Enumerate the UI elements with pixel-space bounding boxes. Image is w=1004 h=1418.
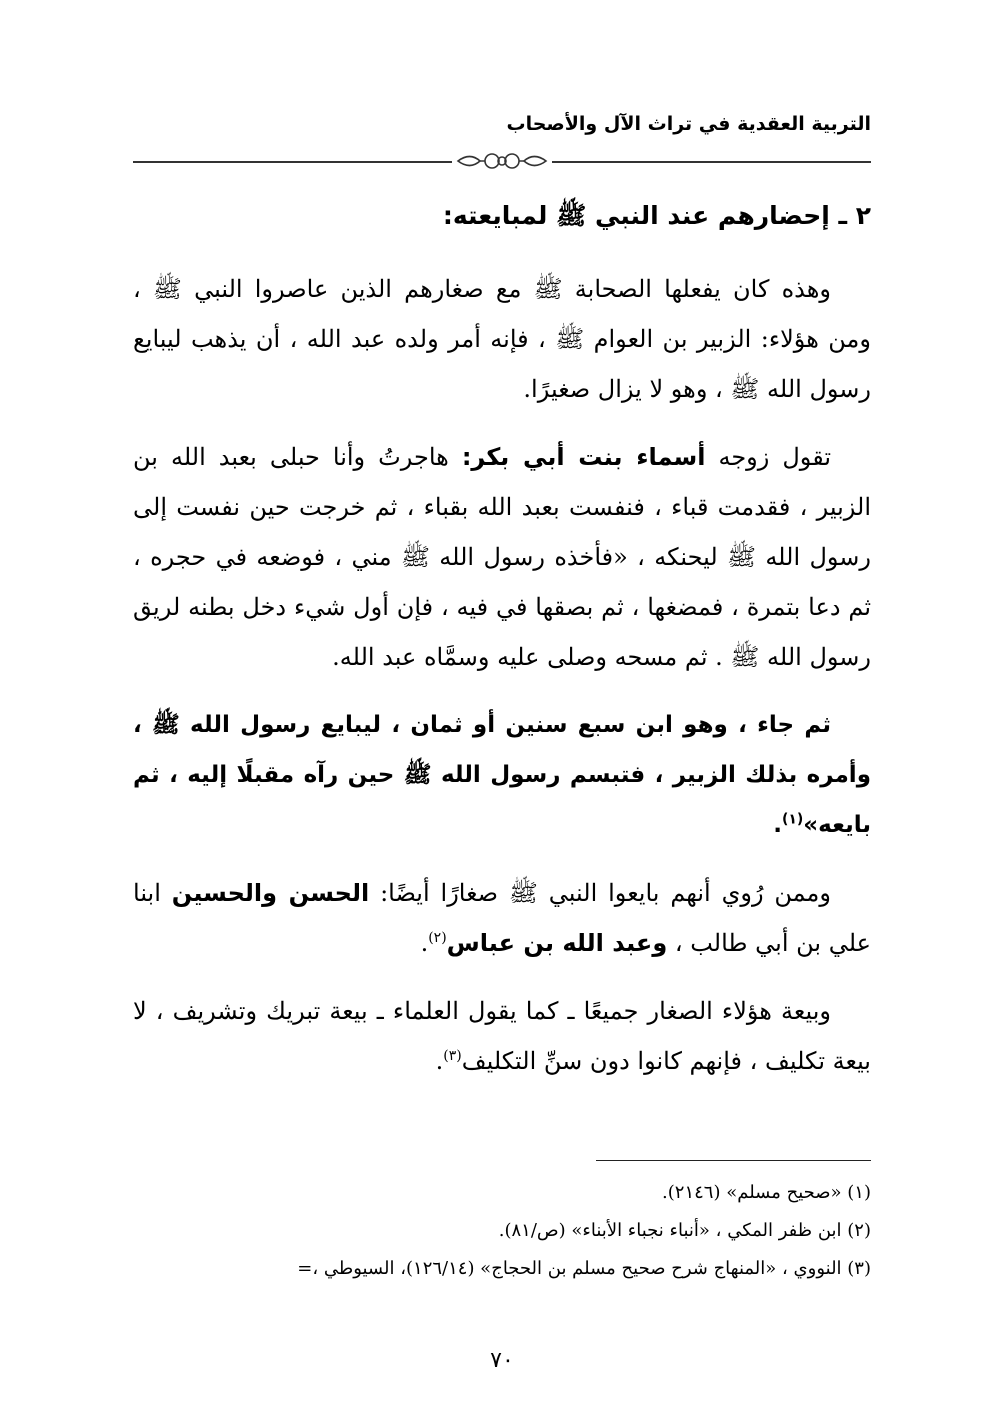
footnotes [133,1174,871,1288]
paragraph-3-quote [133,700,871,850]
ornament-icon [452,146,552,176]
paragraph-4-start: وممن رُوي أنهم بايعوا النبي ﷺ صغارًا أيضًا: [369,879,832,907]
footnote-ref-2[interactable]: (٢) [428,930,447,946]
footnote-ref-3[interactable]: (٣) [443,1048,462,1064]
footnote-ref-1[interactable]: (١) [781,811,804,828]
paragraph-4-end: . [420,929,429,957]
paragraph-4 [133,868,871,968]
person-name-asma: أسماء بنت أبي بكر: [461,443,706,471]
running-head: التربية العقدية في تراث الآل والأصحاب [506,113,871,135]
section-heading: ٢ ـ إحضارهم عند النبي ﷺ لمبايعته: [442,201,871,230]
footnote-3: (٣) النووي ، «المنهاج شرح صحيح مسلم بن الحجاج» (١٢٦/١٤)، السيوطي ،= [297,1258,871,1279]
footnote-1: (١) «صحيح مسلم» (٢١٤٦). [662,1182,871,1203]
paragraph-2-rest: هاجرتُ وأنا حبلى بعبد الله بن الزبير ، فقدمت قباء ، فنفست بعبد الله بقباء ، ثم خرجت حين نفست إلى رسول الله ﷺ ليحنكه ، «فأخذه رسول الله ﷺ مني ، فوضعه في حجره ، ثم دعا بتمرة ، فمضغها ، ثم بصقها في فيه ، فإن أول شيء دخل بطنه لريق رسول الله ﷺ . ثم مسحه وصلى عليه وسمَّاه عبد الله. [133,443,871,671]
paragraph-5-end: . [435,1047,444,1075]
footnote-2: (٢) ابن ظفر المكي ، «أنباء نجباء الأبناء» (ص/٨١). [498,1220,871,1241]
paragraph-5-text: وبيعة هؤلاء الصغار جميعًا ـ كما يقول العلماء ـ بيعة تبريك وتشريف ، لا بيعة تكليف ، فإنهم كانوا دون سنِّ التكليف [133,997,871,1075]
paragraph-3-end: . [773,812,782,838]
main-content [133,196,871,1104]
name-ibn-abbas: وعبد الله بن عباس [446,929,668,957]
paragraph-1: وهذه كان يفعلها الصحابة ﷺ مع صغارهم الذين عاصروا النبي ﷺ ، ومن هؤلاء: الزبير بن العوام ﷺ ، فإنه أمر ولده عبد الله ، أن يذهب ليبايع رسول الله ﷺ ، وهو لا يزال صغيرًا. [133,275,871,403]
paragraph-2 [133,432,871,682]
footnote-rule [596,1160,871,1161]
paragraph-2-start: تقول زوجه [705,443,832,471]
names-hasan-husayn: الحسن والحسين [171,879,370,907]
paragraph-4-middle: ابنا علي بن أبي طالب ، [133,879,871,957]
page-number: ٧٠ [490,1348,514,1373]
paragraph-3-text: ثم جاء ، وهو ابن سبع سنين أو ثمان ، ليبايع رسول الله ﷺ ، وأمره بذلك الزبير ، فتبسم رسول الله ﷺ حين رآه مقبلًا إليه ، ثم بايعه» [133,712,871,838]
paragraph-5 [133,986,871,1086]
